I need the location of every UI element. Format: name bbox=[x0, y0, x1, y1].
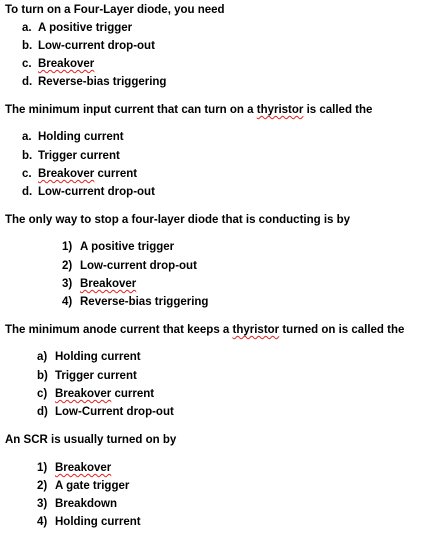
question-text: The minimum anode current that keeps a bbox=[5, 324, 233, 336]
option-marker: b. bbox=[22, 40, 33, 52]
option-text: current bbox=[111, 388, 155, 400]
option-marker: a) bbox=[37, 351, 48, 363]
q5-option-1 bbox=[37, 461, 111, 476]
option-marker: d) bbox=[37, 406, 48, 418]
question-text: is called the bbox=[303, 104, 373, 116]
question-4 bbox=[5, 323, 404, 338]
option-marker: 2) bbox=[62, 260, 73, 272]
q1-option-d bbox=[22, 75, 166, 90]
option-marker: c) bbox=[37, 388, 48, 400]
question-5: An SCR is usually turned on by bbox=[5, 434, 177, 446]
option-text: Holding current bbox=[55, 516, 141, 528]
question-3: The only way to stop a four-layer diode that is conducting is by bbox=[5, 214, 351, 226]
option-text: Breakover bbox=[55, 388, 112, 400]
question-text: The minimum input current that can turn on a bbox=[5, 104, 257, 116]
option-text: Trigger current bbox=[55, 370, 137, 382]
q3-option-4 bbox=[62, 295, 208, 310]
q1-option-a bbox=[22, 21, 132, 36]
option-text: Breakover bbox=[38, 168, 95, 180]
option-marker: 4) bbox=[62, 296, 73, 308]
option-marker: 1) bbox=[37, 462, 48, 474]
option-marker: 3) bbox=[62, 278, 73, 290]
option-text: A positive trigger bbox=[80, 241, 175, 253]
q4-option-b bbox=[37, 369, 137, 384]
option-text: Low-current drop-out bbox=[38, 40, 155, 52]
q3-option-1 bbox=[62, 240, 174, 255]
question-text: turned on is called the bbox=[279, 324, 405, 336]
option-text: Holding current bbox=[38, 131, 124, 143]
option-marker: c. bbox=[22, 58, 32, 70]
misspelled-word: thyristor bbox=[232, 324, 280, 336]
option-marker: b. bbox=[22, 150, 33, 162]
q2-option-a bbox=[22, 130, 124, 145]
option-marker: d. bbox=[22, 76, 33, 88]
option-marker: c. bbox=[22, 168, 32, 180]
option-marker: 2) bbox=[37, 480, 48, 492]
q5-option-4 bbox=[37, 515, 141, 530]
option-text: A positive trigger bbox=[38, 22, 133, 34]
question-2 bbox=[5, 103, 372, 118]
q1-option-b bbox=[22, 39, 155, 54]
q2-option-b bbox=[22, 149, 120, 164]
option-marker: a. bbox=[22, 131, 32, 143]
q3-option-3 bbox=[62, 277, 136, 292]
option-text: Low-current drop-out bbox=[80, 260, 197, 272]
option-text: Low-current drop-out bbox=[38, 186, 155, 198]
q5-option-3 bbox=[37, 497, 117, 512]
q4-option-a bbox=[37, 350, 141, 365]
option-marker: a. bbox=[22, 22, 32, 34]
q4-option-c bbox=[37, 387, 154, 402]
option-text: Breakdown bbox=[55, 498, 117, 510]
misspelled-word: thyristor bbox=[256, 104, 304, 116]
option-text: A gate trigger bbox=[55, 480, 130, 492]
q4-option-d bbox=[37, 405, 174, 420]
option-text: Breakover bbox=[55, 462, 112, 474]
option-text: Reverse-bias triggering bbox=[38, 76, 167, 88]
option-text: Low-Current drop-out bbox=[55, 406, 174, 418]
option-text: Trigger current bbox=[38, 150, 120, 162]
option-marker: d. bbox=[22, 186, 33, 198]
option-text: Breakover bbox=[38, 58, 95, 70]
q3-option-2 bbox=[62, 259, 197, 274]
q2-option-c bbox=[22, 167, 137, 182]
option-marker: 3) bbox=[37, 498, 48, 510]
q1-option-c bbox=[22, 57, 94, 72]
option-marker: 4) bbox=[37, 516, 48, 528]
option-text: Holding current bbox=[55, 351, 141, 363]
option-text: Breakover bbox=[80, 278, 137, 290]
q2-option-d bbox=[22, 185, 155, 200]
option-text: current bbox=[94, 168, 138, 180]
option-marker: b) bbox=[37, 370, 48, 382]
option-text: Reverse-bias triggering bbox=[80, 296, 209, 308]
option-marker: 1) bbox=[62, 241, 73, 253]
q5-option-2 bbox=[37, 479, 129, 494]
question-1: To turn on a Four-Layer diode, you need bbox=[5, 4, 225, 16]
